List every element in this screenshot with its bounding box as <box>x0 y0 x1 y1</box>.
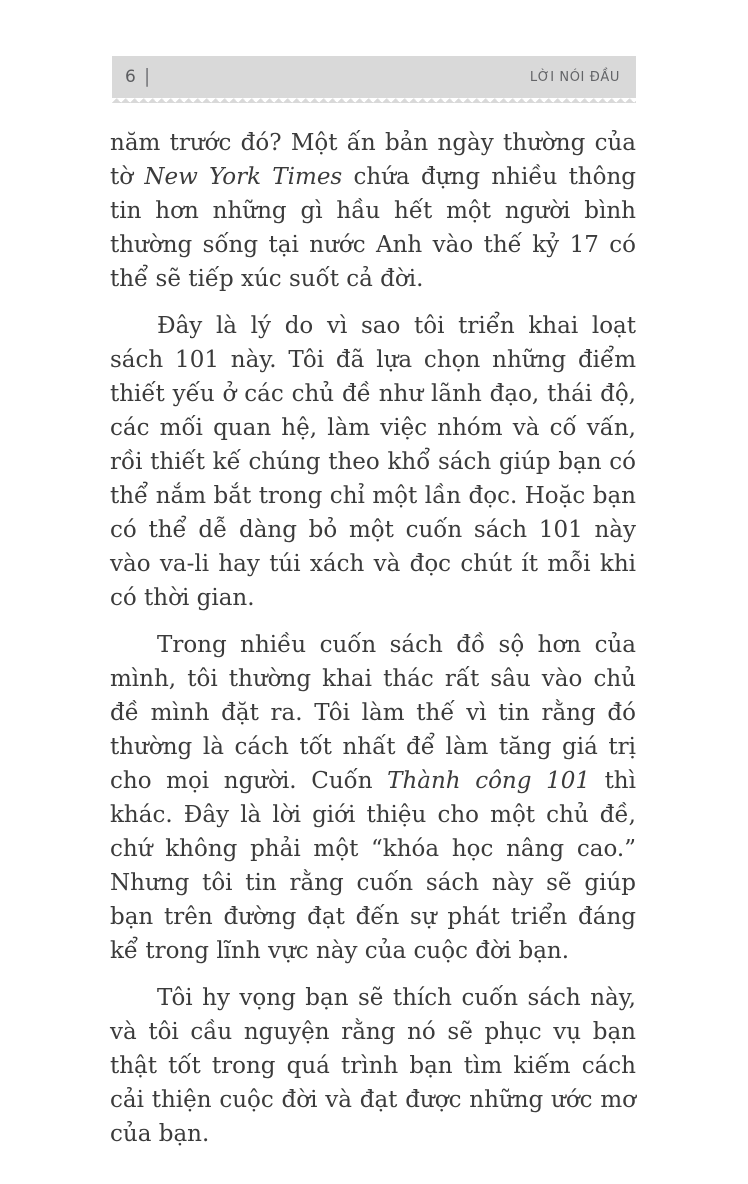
header-bar <box>112 56 636 98</box>
page-number: 6 <box>125 66 136 87</box>
header-separator: | <box>143 64 151 87</box>
page-header <box>112 56 636 103</box>
paragraph-1-text-cont: chứa đựng nhiều thông tin hơn những gì hầu hết một người bình thường sống tại nước Anh vào thế kỷ 17 có thể sẽ tiếp xúc suốt cả đời. <box>110 164 637 292</box>
paragraph-4: Tôi hy vọng bạn sẽ thích cuốn sách này, và tôi cầu nguyện rằng nó sẽ phục vụ bạn thật tốt trong quá trình bạn tìm kiếm cách cải thiện cuộc đời và đạt được những ước mơ của bạn. <box>110 985 636 1147</box>
paragraph-1 <box>110 126 636 296</box>
chapter-title: LỜI NÓI ĐẦU <box>529 69 620 85</box>
paragraph-2: Đây là lý do vì sao tôi triển khai loạt sách 101 này. Tôi đã lựa chọn những điểm thiết yếu ở các chủ đề như lãnh đạo, thái độ, các mối quan hệ, làm việc nhóm và cố vấn, rồi thiết kế chúng theo khổ sách giúp bạn có thể nắm bắt trong chỉ một lần đọc. Hoặc bạn có thể dễ dàng bỏ một cuốn sách 101 này vào va-li hay túi xách và đọc chút ít mỗi khi có thời gian. <box>110 313 636 611</box>
paragraph-1-text: năm trước đó? Một ấn bản ngày thường của tờ <box>110 130 636 190</box>
paragraph-3-text-cont: thì khác. Đây là lời giới thiệu cho một chủ đề, chứ không phải một “khóa học nâng cao.” Nhưng tôi tin rằng cuốn sách này sẽ giúp bạn trên đường đạt đến sự phát triển đáng kể trong lĩnh vực này của cuộc đời bạn. <box>110 768 636 964</box>
paragraph-3-italic-title: Thành công 101 <box>387 768 590 794</box>
body-text <box>110 126 636 1164</box>
paragraph-3 <box>110 628 636 968</box>
paragraph-1-italic-title: New York Times <box>144 164 343 190</box>
perforated-edge <box>112 98 636 103</box>
paragraph-3-text: Trong nhiều cuốn sách đồ sộ hơn của mình, tôi thường khai thác rất sâu vào chủ đề mình đặt ra. Tôi làm thế vì tin rằng đó thường là cách tốt nhất để làm tăng giá trị cho mọi người. Cuốn <box>110 632 636 794</box>
